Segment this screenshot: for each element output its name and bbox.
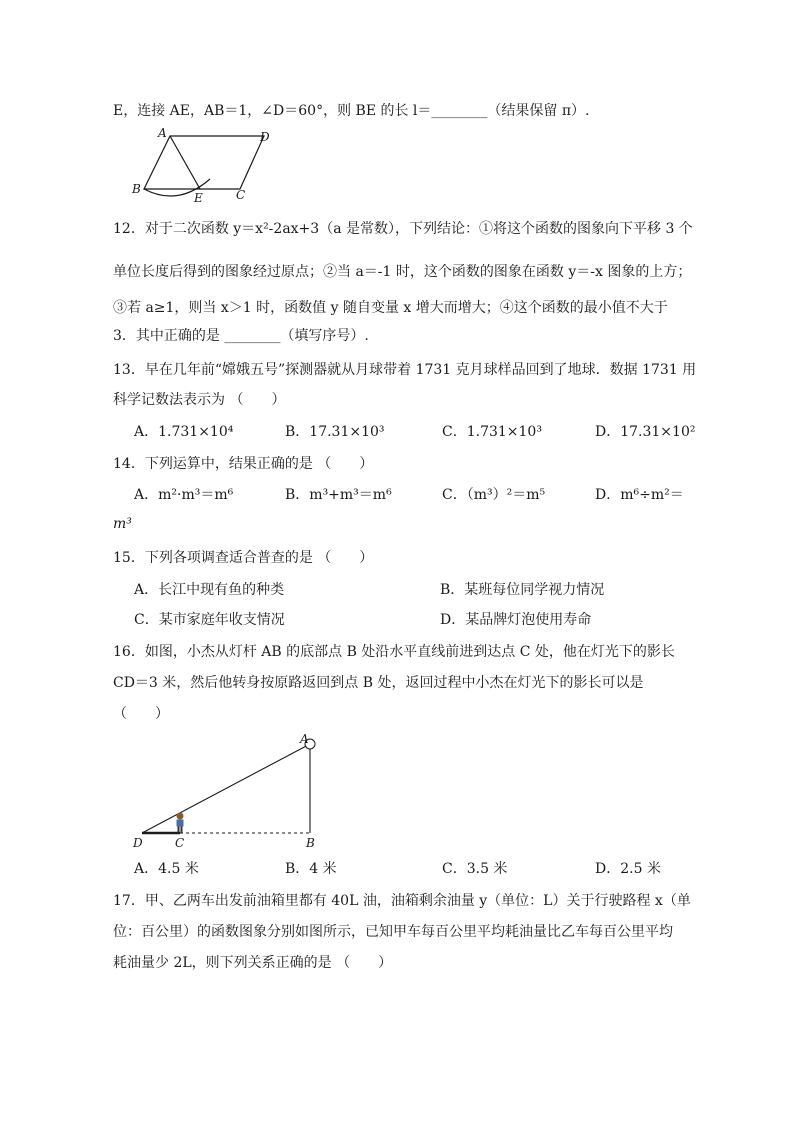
q12-line-3: ③若 a≥1，则当 x＞1 时，函数值 y 随自变量 x 增大而增大；④这个函数的最小值不大于 <box>113 300 668 316</box>
label-A: A <box>300 732 309 746</box>
q13-option-c: C．1.731×10³ <box>442 424 542 440</box>
q17-line-3: 耗油量少 2L，则下列关系正确的是 （ ） <box>113 955 393 971</box>
q16-line-2: CD＝3 米，然后他转身按原路返回到点 B 处，返回过程中小杰在灯光下的影长可以是 <box>113 675 644 691</box>
q17-line-2: 位：百公里）的函数图象分别如图所示，已知甲车每百公里平均耗油量比乙车每百公里平均 <box>113 924 673 940</box>
q15-option-a: A．长江中现有鱼的种类 <box>134 582 285 598</box>
q14-option-b: B．m³+m³＝m⁶ <box>285 487 392 503</box>
lamp-shadow-figure <box>128 730 328 852</box>
q12-line-4: 3．其中正确的是 ________（填写序号）. <box>113 328 369 344</box>
q13-option-a: A．1.731×10⁴ <box>134 424 234 440</box>
q13-option-b: B．17.31×10³ <box>285 424 385 440</box>
label-A: A <box>158 127 167 140</box>
q13-option-d: D．17.31×10² <box>595 424 696 440</box>
label-E: E <box>194 191 203 205</box>
q16-option-a: A．4.5 米 <box>134 861 199 877</box>
q12-line-1: 12．对于二次函数 y＝x²-2ax+3（a 是常数），下列结论：①将这个函数的图象向下平移 3 个 <box>113 221 693 237</box>
q16-option-b: B．4 米 <box>285 861 337 877</box>
label-C: C <box>175 836 185 850</box>
q15-option-d: D．某品牌灯泡使用寿命 <box>440 612 592 628</box>
q13-line-1: 13．早在几年前“嫦娥五号”探测器就从月球带着 1731 克月球样品回到了地球．数据 1731 用 <box>113 362 697 378</box>
parallelogram-figure <box>128 127 278 207</box>
q17-line-1: 17．甲、乙两车出发前油箱里都有 40L 油，油箱剩余油量 y（单位：L）关于行驶路程 x（单 <box>113 893 691 909</box>
q16-line-3: （ ） <box>113 706 169 722</box>
q12-line-2: 单位长度后得到的图象经过原点；②当 a＝-1 时，这个函数的图象在函数 y＝-x 图象的上方； <box>113 264 692 280</box>
label-D: D <box>260 130 270 144</box>
q13-line-2: 科学记数法表示为 （ ） <box>113 392 286 408</box>
q14-option-d-wrap: m³ <box>113 516 132 532</box>
q16-option-c: C．3.5 米 <box>442 861 508 877</box>
q14-line-1: 14．下列运算中，结果正确的是 （ ） <box>113 456 374 472</box>
label-C: C <box>236 188 246 202</box>
q15-option-c: C．某市家庭年收支情况 <box>134 612 285 628</box>
label-D: D <box>133 836 143 850</box>
q15-option-b: B．某班每位同学视力情况 <box>440 582 605 598</box>
q16-line-1: 16．如图，小杰从灯杆 AB 的底部点 B 处沿水平直线前进到达点 C 处，他在灯光下的影长 <box>113 644 675 660</box>
q11-line: E，连接 AE，AB＝1，∠D＝60°，则 BE 的长 l＝________（结果保留 π）. <box>113 103 590 119</box>
q16-option-d: D．2.5 米 <box>595 861 661 877</box>
person-icon <box>177 813 184 833</box>
q15-line-1: 15．下列各项调查适合普查的是 （ ） <box>113 550 374 566</box>
label-B: B <box>132 182 141 196</box>
q14-option-d: D．m⁶÷m²＝ <box>595 487 684 503</box>
q14-option-a: A．m²·m³＝m⁶ <box>134 487 234 503</box>
label-B: B <box>306 836 315 850</box>
q14-option-c: C．（m³）²＝m⁵ <box>442 487 546 503</box>
